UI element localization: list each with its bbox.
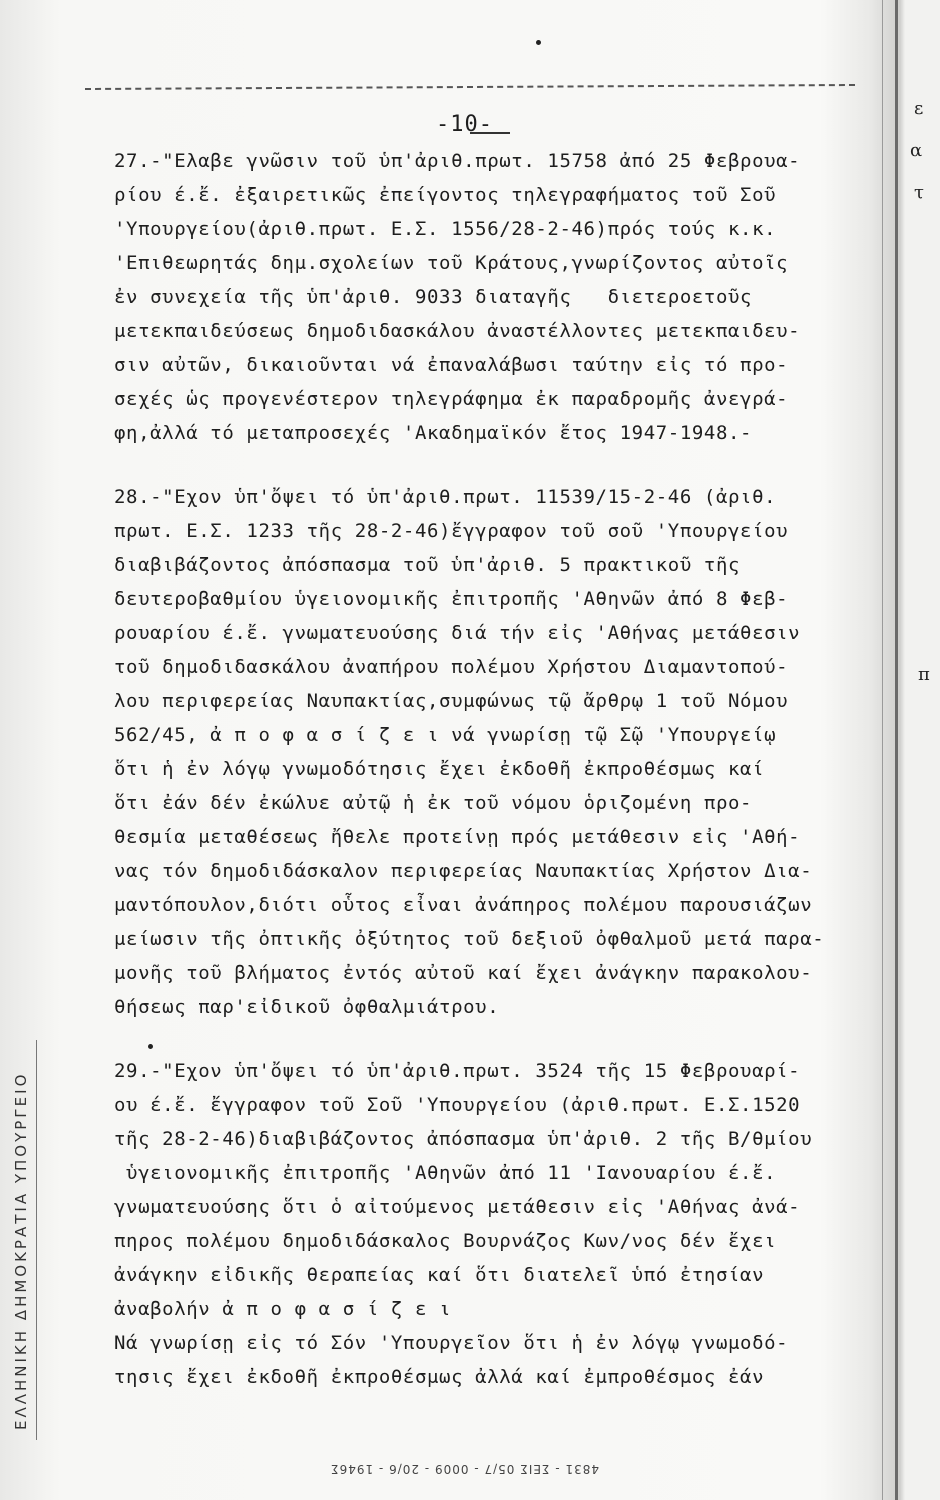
margin-char: α — [910, 140, 923, 161]
text-line: δευτεροβαθμίου ὑγειονομικῆς ἐπιτροπῆς 'Αθηνῶν ἀπό 8 Φεβ- — [114, 588, 789, 610]
text-line: θήσεως παρ'εἰδικοῦ ὀφθαλμιάτρου. — [114, 996, 500, 1018]
margin-char: π — [918, 664, 930, 685]
text-line: μαντόπουλον,διότι οὗτος εἶναι ἀνάπηρος πολέμου παρουσιάζων — [114, 894, 813, 916]
text-line: τῆς 28-2-46)διαβιβάζοντος ἀπόσπασμα ὑπ'ἀριθ. 2 τῆς Β/θμίου — [114, 1128, 813, 1150]
text-line: πηρος πολέμου δημοδιδάσκαλος Βουρνάζος Κων/νος δέν ἔχει — [114, 1230, 777, 1252]
text-line: 27.-"Ελαβε γνῶσιν τοῦ ὑπ'ἀριθ.πρωτ. 15758 ἀπό 25 Φεβρουα- — [114, 150, 801, 172]
text-line: Νά γνωρίσῃ εἰς τό Σόν 'Υπουργεῖον ὅτι ἡ ἐν λόγῳ γνωμοδό- — [114, 1332, 789, 1354]
text-line: θεσμία μεταθέσεως ἤθελε προτείνῃ πρός μετάθεσιν εἰς 'Αθή- — [114, 826, 801, 848]
text-line: σεχές ὡς προγενέστερον τηλεγράφημα ἐκ παραδρομῆς ἀνεγρά- — [114, 388, 789, 410]
text-line: νας τόν δημοδιδάσκαλον περιφερείας Ναυπακτίας Χρήστον Δια- — [114, 860, 813, 882]
text-line: τησις ἔχει ἐκδοθῆ ἐκπροθέσμως ἀλλά καί ἐμπροθέσμος ἐάν — [114, 1366, 765, 1388]
text-line: φη,ἀλλά τό μεταπροσεχές 'Ακαδημαϊκόν ἔτος 1947-1948.- — [114, 422, 753, 444]
margin-char: ε — [914, 98, 924, 119]
page-number: -10- — [436, 112, 493, 137]
text-line: ἐν συνεχεία τῆς ὑπ'ἀριθ. 9033 διαταγῆς διετεροετοῦς — [114, 286, 753, 308]
text-line: σιν αὐτῶν, δικαιοῦνται νά ἐπαναλάβωσι ταύτην εἰς τό προ- — [114, 354, 789, 376]
text-line: μείωσιν τῆς ὀπτικῆς ὀξύτητος τοῦ δεξιοῦ ὀφθαλμοῦ μετά παρα- — [114, 928, 825, 950]
text-line: ρουαρίου έ.ἔ. γνωματευούσης διά τήν εἰς 'Αθήνας μετάθεσιν — [114, 622, 801, 644]
text-line: 28.-"Εχον ὑπ'ὄψει τό ὑπ'ἀριθ.πρωτ. 11539/15-2-46 (ἀριθ. — [114, 486, 777, 508]
top-rule — [85, 84, 855, 90]
text-line: ὅτι ἐάν δέν ἐκώλυε αὐτῷ ἡ ἐκ τοῦ νόμου ὁριζομένη προ- — [114, 792, 753, 814]
text-line: ἀνάγκην εἰδικῆς θεραπείας καί ὅτι διατελεῖ ὑπό ἐτησίαν — [114, 1264, 765, 1286]
text-line: 29.-"Εχον ὑπ'ὄψει τό ὑπ'ἀριθ.πρωτ. 3524 τῆς 15 Φεβρουαρί- — [114, 1060, 801, 1082]
text-line: πρωτ. Ε.Σ. 1233 τῆς 28-2-46)ἔγγραφον τοῦ σοῦ 'Υπουργείου — [114, 520, 789, 542]
text-line: γνωματευούσης ὅτι ὁ αἰτούμενος μετάθεσιν εἰς 'Αθήνας ἀνά- — [114, 1196, 801, 1218]
speck — [148, 1044, 153, 1049]
text-line: μετεκπαιδεύσεως δημοδιδασκάλου ἀναστέλλοντες μετεκπαιδευ- — [114, 320, 801, 342]
footer-stamp: 4831 - ΣΕΙΣ 05/7 - 0009 - 20/6 - 1946Σ — [330, 1462, 600, 1476]
text-line: ὑγειονομικῆς ἐπιτροπῆς 'Αθηνῶν ἀπό 11 'Ιανουαρίου έ.ἔ. — [114, 1162, 777, 1184]
text-line: ὅτι ἡ ἐν λόγῳ γνωμοδότησις ἔχει ἐκδοθῆ ἐκπροθέσμως καί — [114, 758, 765, 780]
side-stamp-rule — [36, 1040, 37, 1440]
text-line: μονῆς τοῦ βλήματος ἐντός αὐτοῦ καί ἔχει ἀνάγκην παρακολου- — [114, 962, 813, 984]
text-line: ρίου έ.ἔ. ἐξαιρετικῶς ἐπείγοντος τηλεγραφήματος τοῦ Σοῦ — [114, 184, 777, 206]
text-line: ἀναβολήν ἀ π ο φ α σ ί ζ ε ι — [114, 1298, 452, 1320]
text-line: 'Υπουργείου(ἀριθ.πρωτ. Ε.Σ. 1556/28-2-46)πρός τούς κ.κ. — [114, 218, 777, 240]
text-line: ου έ.ἔ. ἔγγραφον τοῦ Σοῦ 'Υπουργείου (ἀριθ.πρωτ. Ε.Σ.1520 — [114, 1094, 801, 1116]
text-line: 562/45, ἀ π ο φ α σ ί ζ ε ι νά γνωρίσῃ τῷ Σῷ 'Υπουργείῳ — [114, 724, 777, 746]
side-stamp: ΕΛΛΗΝΙΚΗ ΔΗΜΟΚΡΑΤΙΑ ΥΠΟΥΡΓΕΙΟ — [12, 1071, 30, 1430]
text-line: 'Επιθεωρητάς δημ.σχολείων τοῦ Κράτους,γνωρίζοντος αὐτοῖς — [114, 252, 789, 274]
margin-char: τ — [914, 182, 924, 203]
text-line: διαβιβάζοντος ἀπόσπασμα τοῦ ὑπ'ἀριθ. 5 πρακτικοῦ τῆς — [114, 554, 741, 576]
text-line: τοῦ δημοδιδασκάλου ἀναπήρου πολέμου Χρήστου Διαμαντοπού- — [114, 656, 789, 678]
speck — [536, 40, 541, 45]
margin-rule-inner — [882, 0, 883, 1500]
page-number-underline — [470, 132, 510, 134]
margin-rule — [895, 0, 898, 1500]
text-line: λου περιφερείας Ναυπακτίας,συμφώνως τῷ ἄρθρῳ 1 τοῦ Νόμου — [114, 690, 789, 712]
